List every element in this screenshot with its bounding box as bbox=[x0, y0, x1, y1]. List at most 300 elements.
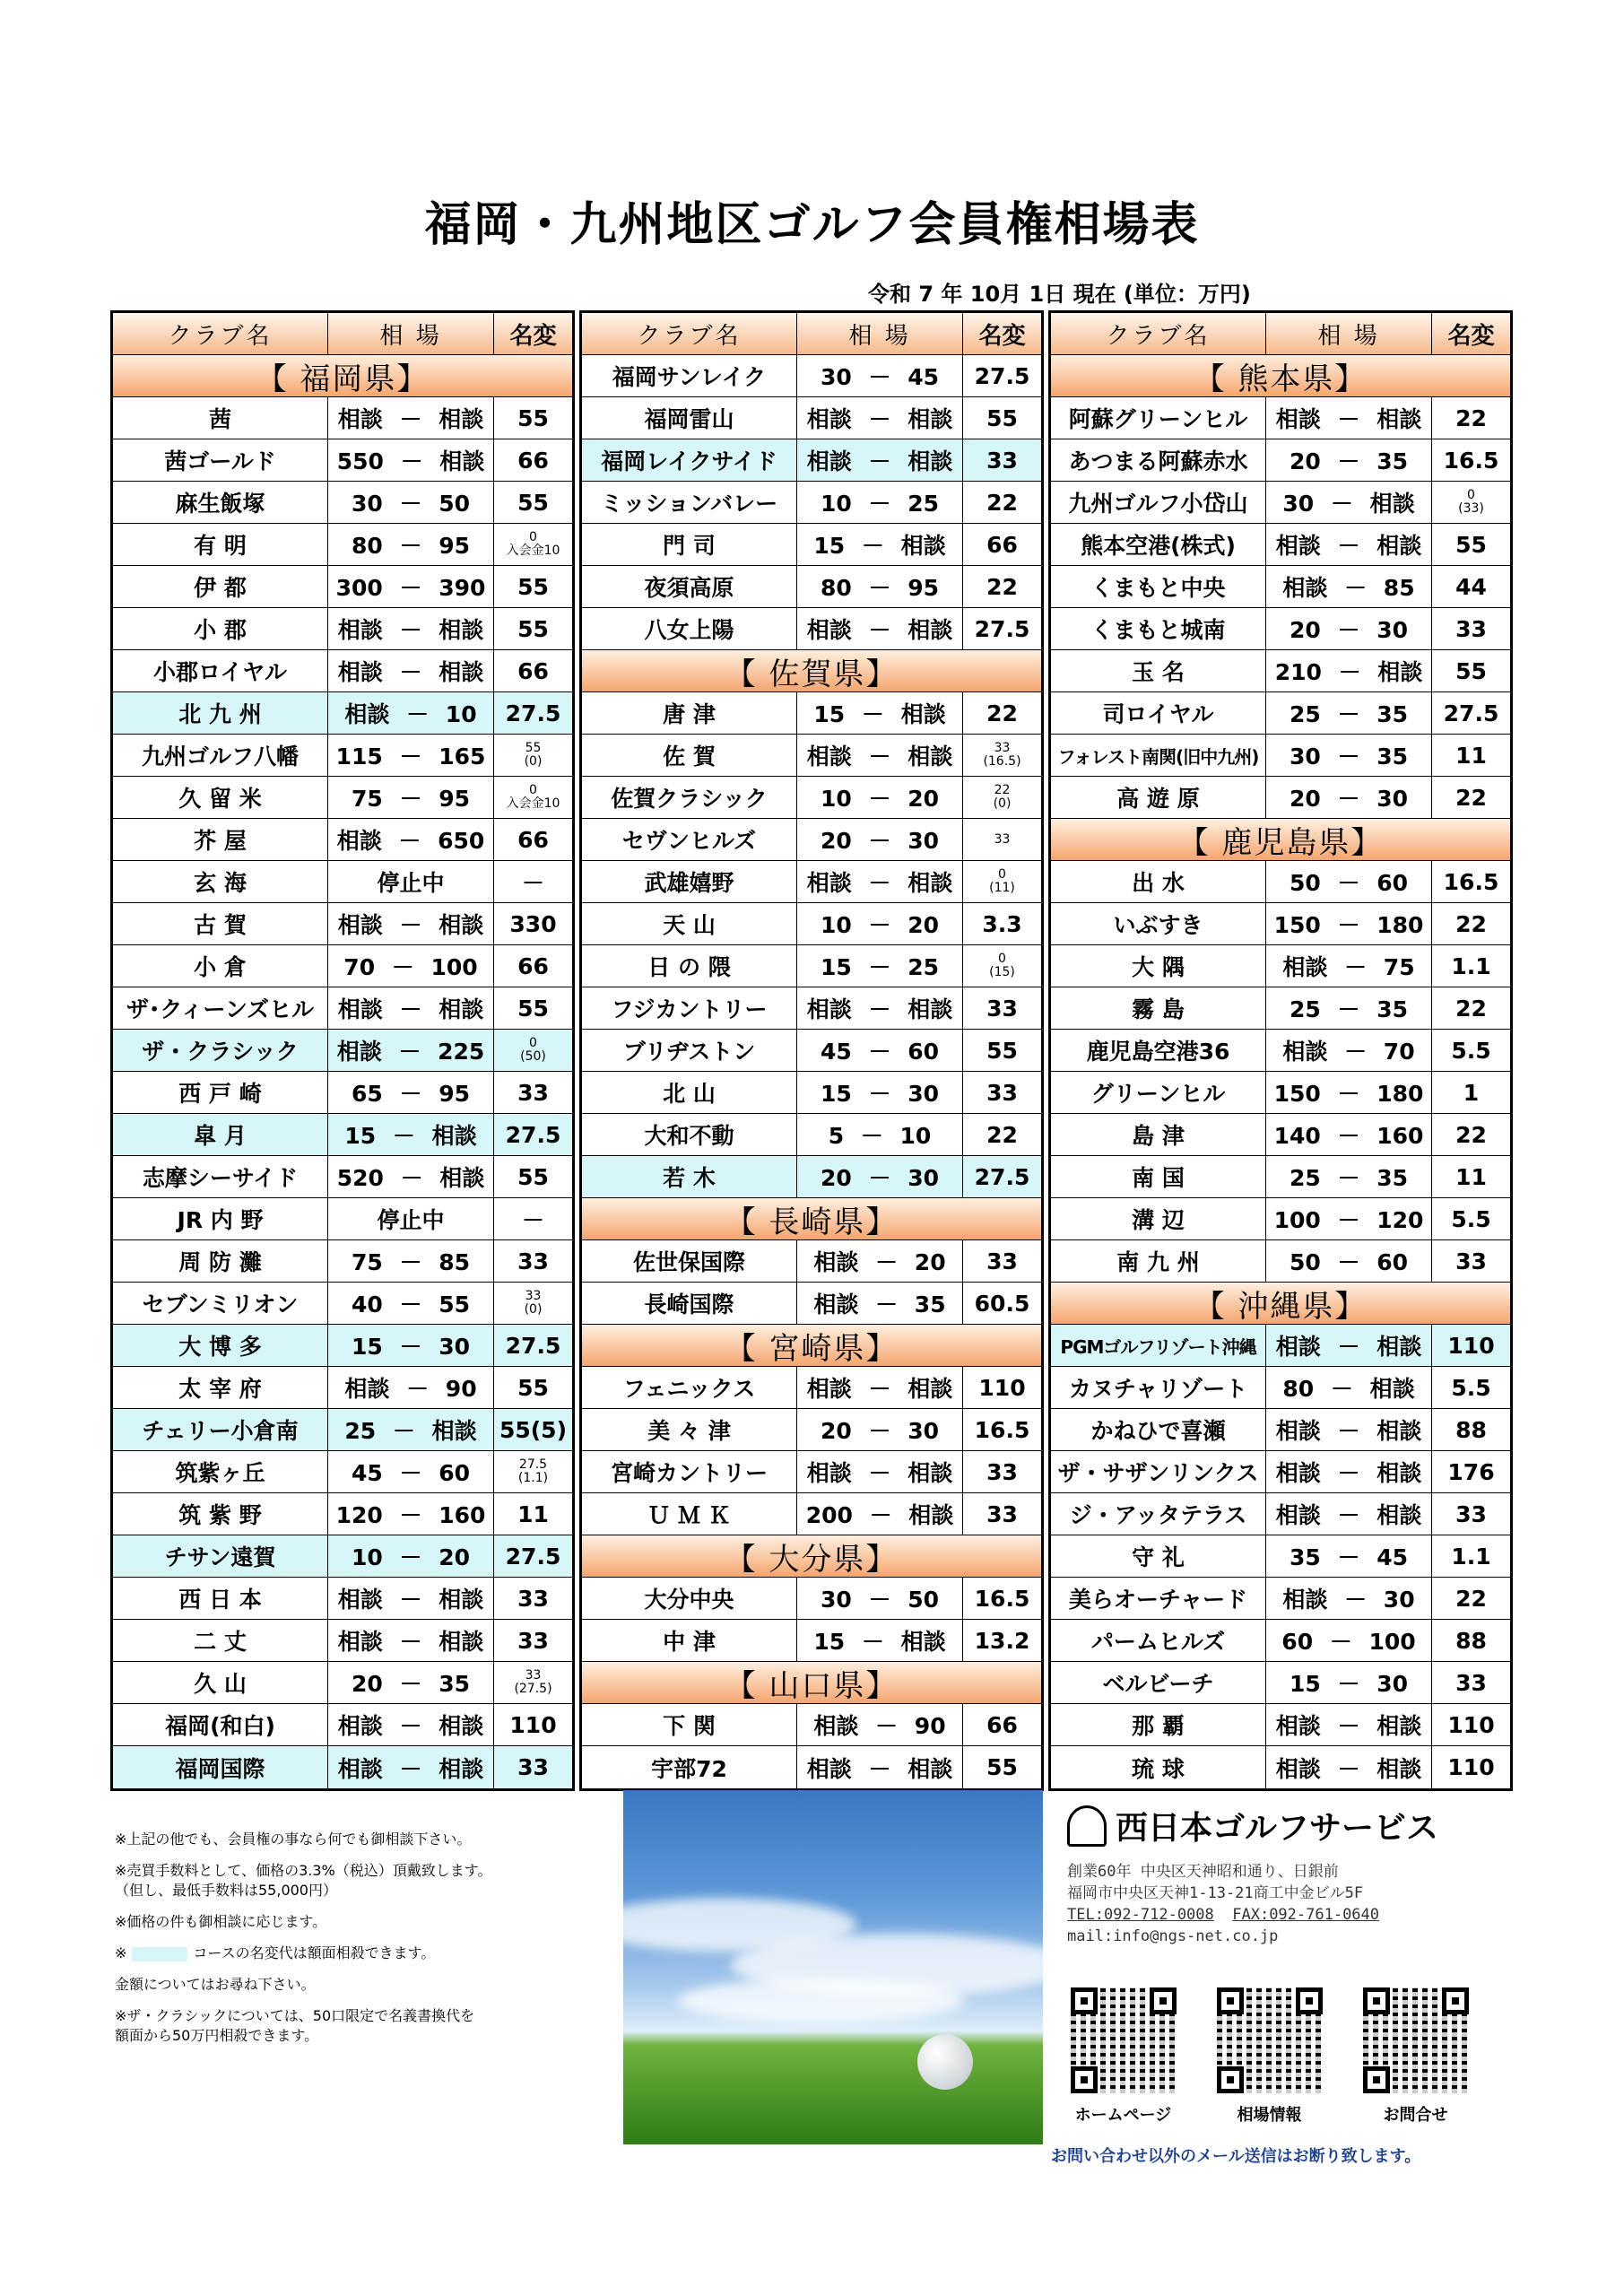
club-name: 有 明 bbox=[113, 524, 328, 565]
club-name: ザ・クラシック bbox=[113, 1030, 328, 1071]
name-change-fee: 13.2 bbox=[974, 1627, 1030, 1654]
club-name: カヌチャリゾート bbox=[1051, 1367, 1266, 1408]
name-change-fee: 5.5 bbox=[1451, 1205, 1491, 1232]
prefecture-label: 【 熊本県】 bbox=[1051, 355, 1510, 396]
market-price: 20 － 30 bbox=[797, 1409, 963, 1450]
header-club-name: クラブ名 bbox=[113, 313, 328, 354]
club-name: 西 日 本 bbox=[113, 1578, 328, 1619]
club-name: 大分中央 bbox=[582, 1578, 797, 1619]
note-line: （但し、最低手数料は55,000円） bbox=[115, 1882, 337, 1899]
market-price: 停止中 bbox=[328, 861, 494, 902]
club-name: 福岡(和白) bbox=[113, 1704, 328, 1745]
table-row bbox=[582, 439, 1041, 482]
header-price: 相 場 bbox=[1266, 313, 1432, 354]
footer-note: お問い合わせ以外のメール送信はお断り致します。 bbox=[1051, 2147, 1421, 2166]
table-row bbox=[113, 777, 572, 819]
table-row bbox=[1051, 1535, 1510, 1578]
name-change-fee: 1.1 bbox=[1451, 1543, 1491, 1570]
table-row bbox=[1051, 903, 1510, 945]
qr-label: 相場情報 bbox=[1237, 2106, 1302, 2125]
name-change-fee: 33 bbox=[1455, 1248, 1487, 1274]
table-row bbox=[582, 945, 1041, 987]
market-price: 相談 － 相談 bbox=[328, 1746, 494, 1788]
market-price: 75 － 85 bbox=[328, 1240, 494, 1282]
name-change-fee: 55 bbox=[986, 404, 1018, 431]
club-name: Ｕ Ｍ Ｋ bbox=[582, 1493, 797, 1535]
market-price: 相談 － 相談 bbox=[1266, 1704, 1432, 1745]
qr-contact[interactable] bbox=[1359, 1987, 1472, 2126]
club-name: 出 水 bbox=[1051, 861, 1266, 902]
name-change-fee: 27.5 bbox=[494, 1535, 572, 1577]
club-name: ザ・サザンリンクス bbox=[1051, 1451, 1266, 1492]
name-change-fee: 60.5 bbox=[974, 1290, 1030, 1317]
table-row bbox=[113, 397, 572, 439]
club-name: 島 津 bbox=[1051, 1114, 1266, 1155]
name-change-fee: 55 bbox=[1455, 657, 1487, 684]
table-row bbox=[1051, 397, 1510, 439]
name-change-fee: 33 bbox=[1455, 1669, 1487, 1696]
club-name: フォレスト南関(旧中九州) bbox=[1051, 735, 1266, 776]
market-price: 100 － 120 bbox=[1266, 1198, 1432, 1239]
market-price: 相談 － 相談 bbox=[328, 1620, 494, 1661]
name-change-fee: 55 bbox=[517, 404, 549, 431]
market-price: 相談 － 相談 bbox=[1266, 397, 1432, 439]
club-name: 久 留 米 bbox=[113, 777, 328, 818]
market-price: 相談 － 20 bbox=[797, 1240, 963, 1282]
table-row bbox=[113, 1072, 572, 1114]
market-price: 120 － 160 bbox=[328, 1493, 494, 1535]
table-row bbox=[1051, 1493, 1510, 1535]
club-name: 玄 海 bbox=[113, 861, 328, 902]
prefecture-header bbox=[1051, 355, 1510, 397]
prefecture-header bbox=[582, 650, 1041, 692]
club-name: 溝 辺 bbox=[1051, 1198, 1266, 1239]
table-row bbox=[582, 1704, 1041, 1746]
club-name: チェリー小倉南 bbox=[113, 1409, 328, 1450]
table-row bbox=[113, 945, 572, 987]
name-change-fee bbox=[963, 945, 1041, 987]
market-price: 15 － 30 bbox=[1266, 1662, 1432, 1703]
name-change-fee: 66 bbox=[986, 531, 1018, 558]
market-price: 相談 － 相談 bbox=[1266, 1746, 1432, 1788]
fee-value: 0 bbox=[529, 783, 537, 797]
table-row bbox=[582, 1746, 1041, 1788]
name-change-fee: 33 bbox=[517, 1248, 549, 1274]
name-change-fee: 66 bbox=[986, 1711, 1018, 1738]
market-price: 25 － 35 bbox=[1266, 692, 1432, 734]
club-name: 福岡雷山 bbox=[582, 397, 797, 439]
name-change-fee: 27.5 bbox=[974, 362, 1030, 389]
club-name: 志摩シーサイド bbox=[113, 1156, 328, 1197]
table-row bbox=[582, 692, 1041, 735]
name-change-fee: 11 bbox=[1455, 1163, 1487, 1190]
table-column bbox=[1048, 310, 1513, 1791]
table-row bbox=[1051, 777, 1510, 819]
club-name: くまもと城南 bbox=[1051, 608, 1266, 649]
table-row bbox=[113, 439, 572, 482]
fee-value: 0 bbox=[529, 1036, 537, 1050]
header-club-name: クラブ名 bbox=[1051, 313, 1266, 354]
table-row bbox=[1051, 1451, 1510, 1493]
market-price: 相談 － 相談 bbox=[797, 735, 963, 776]
name-change-fee bbox=[963, 819, 1041, 860]
table-row bbox=[582, 1072, 1041, 1114]
market-price: 相談 － 10 bbox=[328, 692, 494, 734]
table-column bbox=[110, 310, 575, 1791]
table-row bbox=[113, 1283, 572, 1325]
market-price: 30 － 45 bbox=[797, 355, 963, 396]
fee-value: 27.5 bbox=[518, 1457, 548, 1472]
club-name: 古 賀 bbox=[113, 903, 328, 944]
name-change-fee: 33 bbox=[986, 995, 1018, 1022]
club-name: 唐 津 bbox=[582, 692, 797, 734]
club-name: 宮崎カントリー bbox=[582, 1451, 797, 1492]
table-row bbox=[582, 1620, 1041, 1662]
name-change-fee: 5.5 bbox=[1451, 1374, 1491, 1401]
table-row bbox=[113, 1451, 572, 1493]
header-row bbox=[582, 313, 1041, 355]
market-price: 20 － 30 bbox=[1266, 777, 1432, 818]
note-text: コースの名変代は額面相殺できます。 bbox=[193, 1944, 436, 1961]
table-row bbox=[113, 1704, 572, 1746]
table-row bbox=[1051, 439, 1510, 482]
market-price: 相談 － 相談 bbox=[328, 650, 494, 691]
table-row bbox=[113, 482, 572, 524]
name-change-fee bbox=[1432, 482, 1510, 523]
name-change-fee: 55 bbox=[517, 1163, 549, 1190]
market-price: 25 － 35 bbox=[1266, 1156, 1432, 1197]
club-name: 佐世保国際 bbox=[582, 1240, 797, 1282]
table-row bbox=[582, 1367, 1041, 1409]
table-row bbox=[1051, 692, 1510, 735]
address-line: 福岡市中央区天神1-13-21商工中金ビル5F bbox=[1067, 1884, 1364, 1902]
fee-note: (27.5) bbox=[514, 1682, 552, 1696]
name-change-fee: 27.5 bbox=[974, 615, 1030, 642]
club-name: 佐賀クラシック bbox=[582, 777, 797, 818]
ngs-logo-icon bbox=[1067, 1805, 1107, 1847]
table-row bbox=[113, 692, 572, 735]
page-title: 福岡・九州地区ゴルフ会員権相場表 bbox=[424, 198, 1200, 252]
club-name: 筑 紫 野 bbox=[113, 1493, 328, 1535]
name-change-fee: 55 bbox=[986, 1037, 1018, 1064]
name-change-fee: 27.5 bbox=[494, 1114, 572, 1155]
name-change-fee: 55 bbox=[986, 1754, 1018, 1780]
table-row bbox=[113, 1535, 572, 1578]
name-change-fee: 110 bbox=[1447, 1711, 1495, 1738]
company-address bbox=[1067, 1861, 1533, 1947]
club-name: 筑紫ヶ丘 bbox=[113, 1451, 328, 1492]
market-price: 60 － 100 bbox=[1266, 1620, 1432, 1661]
prefecture-label: 【 宮崎県】 bbox=[582, 1325, 1041, 1366]
mail-link[interactable]: mail:info@ngs-net.co.jp bbox=[1067, 1927, 1279, 1945]
club-name: 皐 月 bbox=[113, 1114, 328, 1155]
table-row bbox=[113, 1662, 572, 1704]
club-name: PGMゴルフリゾート沖縄 bbox=[1051, 1325, 1266, 1366]
table-row bbox=[582, 1030, 1041, 1072]
name-change-fee: 1.1 bbox=[1451, 952, 1491, 979]
table-row bbox=[582, 1283, 1041, 1325]
market-price: 30 － 相談 bbox=[1266, 482, 1432, 523]
market-price: 相談 － 相談 bbox=[1266, 524, 1432, 565]
name-change-fee: 16.5 bbox=[1443, 447, 1499, 474]
prefecture-header bbox=[582, 1535, 1041, 1578]
market-price: 15 － 25 bbox=[797, 945, 963, 987]
note-line: ※上記の他でも、会員権の事なら何でも御相談下さい。 bbox=[115, 1831, 472, 1848]
name-change-fee: 33 bbox=[986, 1079, 1018, 1106]
name-change-fee bbox=[963, 861, 1041, 902]
club-name: ベルビーチ bbox=[1051, 1662, 1266, 1703]
club-name: ジ・アッタテラス bbox=[1051, 1493, 1266, 1535]
club-name: 小 郡 bbox=[113, 608, 328, 649]
table-row bbox=[1051, 566, 1510, 608]
market-price: 40 － 55 bbox=[328, 1283, 494, 1324]
as-of-date: 令和 7 年 10月 1日 現在 (単位：万円) bbox=[868, 282, 1251, 307]
club-name: あつまる阿蘇赤水 bbox=[1051, 439, 1266, 481]
market-price: 相談 － 相談 bbox=[797, 1746, 963, 1788]
market-price: 相談 － 90 bbox=[797, 1704, 963, 1745]
market-price: 45 － 60 bbox=[328, 1451, 494, 1492]
fee-note: 入会金10 bbox=[506, 796, 560, 811]
market-price: 80 － 95 bbox=[797, 566, 963, 607]
name-change-fee: 55 bbox=[517, 573, 549, 600]
market-price: 150 － 180 bbox=[1266, 903, 1432, 944]
club-name: パームヒルズ bbox=[1051, 1620, 1266, 1661]
table-row bbox=[113, 566, 572, 608]
table-row bbox=[582, 482, 1041, 524]
name-change-fee: 33 bbox=[1455, 1500, 1487, 1527]
header-row bbox=[1051, 313, 1510, 355]
table-row bbox=[582, 1156, 1041, 1198]
header-club-name: クラブ名 bbox=[582, 313, 797, 354]
name-change-fee: 33 bbox=[963, 439, 1041, 481]
club-name: グリーンヒル bbox=[1051, 1072, 1266, 1113]
table-row bbox=[113, 1240, 572, 1283]
golf-ball-photo bbox=[623, 1790, 1043, 2144]
market-price: 30 － 50 bbox=[328, 482, 494, 523]
name-change-fee: 22 bbox=[986, 1121, 1018, 1148]
fee-value: 22 bbox=[994, 783, 1011, 797]
fee-note: (16.5) bbox=[983, 754, 1021, 769]
market-price: 550 － 相談 bbox=[328, 439, 494, 481]
fee-note: (0) bbox=[524, 754, 543, 769]
name-change-fee: 110 bbox=[1432, 1325, 1510, 1366]
club-name: 長崎国際 bbox=[582, 1283, 797, 1324]
table-row bbox=[113, 1409, 572, 1451]
table-row bbox=[582, 1451, 1041, 1493]
name-change-fee: 1 bbox=[1463, 1079, 1480, 1106]
qr-codes bbox=[1067, 1987, 1506, 2126]
table-row bbox=[582, 861, 1041, 903]
table-row bbox=[1051, 1030, 1510, 1072]
club-name: いぶすき bbox=[1051, 903, 1266, 944]
prefecture-label: 【 福岡県】 bbox=[113, 355, 572, 396]
market-price: 20 － 35 bbox=[1266, 439, 1432, 481]
price-table bbox=[110, 310, 1513, 1791]
market-price: 50 － 60 bbox=[1266, 861, 1432, 902]
address-line: 創業60年 中央区天神昭和通り、日銀前 bbox=[1067, 1863, 1339, 1881]
table-row bbox=[113, 1746, 572, 1788]
club-name: フェニックス bbox=[582, 1367, 797, 1408]
market-price: 相談 － 85 bbox=[1266, 566, 1432, 607]
tel-link[interactable]: TEL:092-712-0008 bbox=[1067, 1906, 1214, 1924]
market-price: 10 － 25 bbox=[797, 482, 963, 523]
name-change-fee: 55 bbox=[517, 489, 549, 516]
name-change-fee: 55 bbox=[517, 1374, 549, 1401]
table-row bbox=[582, 903, 1041, 945]
club-name: 美 々 津 bbox=[582, 1409, 797, 1450]
company-info bbox=[1067, 1803, 1533, 1947]
table-row bbox=[1051, 1578, 1510, 1620]
table-row bbox=[113, 650, 572, 692]
table-row bbox=[1051, 608, 1510, 650]
qr-code-icon bbox=[1363, 1987, 1469, 2093]
name-change-fee: 66 bbox=[517, 657, 549, 684]
club-name: 玉 名 bbox=[1051, 650, 1266, 691]
note-line: ※ザ・クラシックについては、50口限定で名義書換代を bbox=[115, 2007, 475, 2024]
table-row bbox=[1051, 1746, 1510, 1788]
table-row bbox=[582, 777, 1041, 819]
market-price: 相談 － 相談 bbox=[328, 608, 494, 649]
club-name: 中 津 bbox=[582, 1620, 797, 1661]
name-change-fee: 33 bbox=[494, 1746, 572, 1788]
qr-label: お問合せ bbox=[1383, 2106, 1448, 2125]
name-change-fee: 88 bbox=[1455, 1627, 1487, 1654]
market-price: 相談 － 70 bbox=[1266, 1030, 1432, 1071]
club-name: 麻生飯塚 bbox=[113, 482, 328, 523]
prefecture-header bbox=[582, 1662, 1041, 1704]
market-price: 相談 － 650 bbox=[328, 819, 494, 860]
club-name: 南 国 bbox=[1051, 1156, 1266, 1197]
header-name-change: 名変 bbox=[494, 313, 572, 354]
market-price: 相談 － 75 bbox=[1266, 945, 1432, 987]
table-row bbox=[582, 1578, 1041, 1620]
market-price: 200 － 相談 bbox=[797, 1493, 963, 1535]
table-row bbox=[1051, 524, 1510, 566]
club-name: 美らオーチャード bbox=[1051, 1578, 1266, 1619]
table-row bbox=[1051, 1325, 1510, 1367]
club-name: ザ･クィーンズヒル bbox=[113, 987, 328, 1029]
club-name: 鹿児島空港36 bbox=[1051, 1030, 1266, 1071]
name-change-fee: 55 bbox=[517, 615, 549, 642]
market-price: 520 － 相談 bbox=[328, 1156, 494, 1197]
fee-note: (11) bbox=[989, 881, 1015, 895]
market-price: 25 － 相談 bbox=[328, 1409, 494, 1450]
market-price: 停止中 bbox=[328, 1198, 494, 1239]
market-price: 相談 － 225 bbox=[328, 1030, 494, 1071]
market-price: 20 － 30 bbox=[1266, 608, 1432, 649]
club-name: 九州ゴルフ小岱山 bbox=[1051, 482, 1266, 523]
fee-note: (1.1) bbox=[517, 1471, 549, 1485]
table-row bbox=[582, 819, 1041, 861]
note-line: ※価格の件も御相談に応じます。 bbox=[115, 1913, 327, 1930]
table-row bbox=[113, 1030, 572, 1072]
market-price: 15 － 相談 bbox=[797, 1620, 963, 1661]
market-price: 80 － 95 bbox=[328, 524, 494, 565]
table-row bbox=[582, 1114, 1041, 1156]
market-price: 相談 － 相談 bbox=[797, 1451, 963, 1492]
club-name: 高 遊 原 bbox=[1051, 777, 1266, 818]
fee-note: (0) bbox=[524, 1302, 543, 1317]
qr-homepage[interactable] bbox=[1067, 1987, 1179, 2126]
note-line bbox=[115, 1944, 491, 1963]
market-price: 80 － 相談 bbox=[1266, 1367, 1432, 1408]
market-price: 115 － 165 bbox=[328, 735, 494, 776]
table-row bbox=[1051, 987, 1510, 1030]
name-change-fee: 88 bbox=[1455, 1416, 1487, 1443]
name-change-fee bbox=[494, 1451, 572, 1492]
name-change-fee: 22 bbox=[1455, 1585, 1487, 1612]
market-price: 相談 － 相談 bbox=[797, 987, 963, 1029]
name-change-fee: － bbox=[521, 1207, 544, 1233]
qr-market-info[interactable] bbox=[1213, 1987, 1325, 2126]
table-row bbox=[1051, 1240, 1510, 1283]
market-price: 15 － 30 bbox=[797, 1072, 963, 1113]
club-name: 司ロイヤル bbox=[1051, 692, 1266, 734]
club-name: 茜 bbox=[113, 397, 328, 439]
club-name: 日 の 隈 bbox=[582, 945, 797, 987]
table-row bbox=[113, 819, 572, 861]
name-change-fee: 3.3 bbox=[982, 910, 1022, 937]
name-change-fee: 33 bbox=[517, 1079, 549, 1106]
club-name: 大和不動 bbox=[582, 1114, 797, 1155]
market-price: 300 － 390 bbox=[328, 566, 494, 607]
name-change-fee: 11 bbox=[1455, 742, 1487, 769]
table-row bbox=[113, 861, 572, 903]
market-price: 35 － 45 bbox=[1266, 1535, 1432, 1577]
club-name: 琉 球 bbox=[1051, 1746, 1266, 1788]
table-row bbox=[113, 903, 572, 945]
fee-note: 入会金10 bbox=[506, 544, 560, 558]
name-change-fee: 55 bbox=[517, 995, 549, 1022]
table-row bbox=[113, 1578, 572, 1620]
market-price: 相談 － 90 bbox=[328, 1367, 494, 1408]
fax-number: FAX:092-761-0640 bbox=[1232, 1906, 1380, 1924]
name-change-fee: 55 bbox=[1455, 531, 1487, 558]
name-change-fee: 33 bbox=[517, 1627, 549, 1654]
table-row bbox=[582, 1240, 1041, 1283]
name-change-fee: 66 bbox=[517, 447, 549, 474]
market-price: 15 － 相談 bbox=[328, 1114, 494, 1155]
table-row bbox=[113, 608, 572, 650]
table-row bbox=[582, 735, 1041, 777]
prefecture-label: 【 鹿児島県】 bbox=[1051, 819, 1510, 860]
market-price: 相談 － 相談 bbox=[328, 903, 494, 944]
market-price: 10 － 20 bbox=[328, 1535, 494, 1577]
table-row bbox=[582, 566, 1041, 608]
market-price: 30 － 50 bbox=[797, 1578, 963, 1619]
header-name-change: 名変 bbox=[1432, 313, 1510, 354]
market-price: 相談 － 相談 bbox=[328, 397, 494, 439]
prefecture-header bbox=[1051, 1283, 1510, 1325]
club-name: 福岡レイクサイド bbox=[582, 439, 797, 481]
name-change-fee: 22 bbox=[1455, 404, 1487, 431]
table-row bbox=[113, 524, 572, 566]
note-line: 金額についてはお尋ね下さい。 bbox=[115, 1976, 316, 1993]
market-price: 50 － 60 bbox=[1266, 1240, 1432, 1282]
table-row bbox=[113, 1620, 572, 1662]
club-name: 福岡国際 bbox=[113, 1746, 328, 1788]
table-row bbox=[582, 1409, 1041, 1451]
table-row bbox=[1051, 1072, 1510, 1114]
table-row bbox=[113, 1198, 572, 1240]
club-name: 天 山 bbox=[582, 903, 797, 944]
name-change-fee: 16.5 bbox=[1443, 868, 1499, 895]
market-price: 65 － 95 bbox=[328, 1072, 494, 1113]
market-price: 相談 － 35 bbox=[797, 1283, 963, 1324]
qr-code-icon bbox=[1071, 1987, 1177, 2093]
club-name: 武雄嬉野 bbox=[582, 861, 797, 902]
table-row bbox=[1051, 1114, 1510, 1156]
